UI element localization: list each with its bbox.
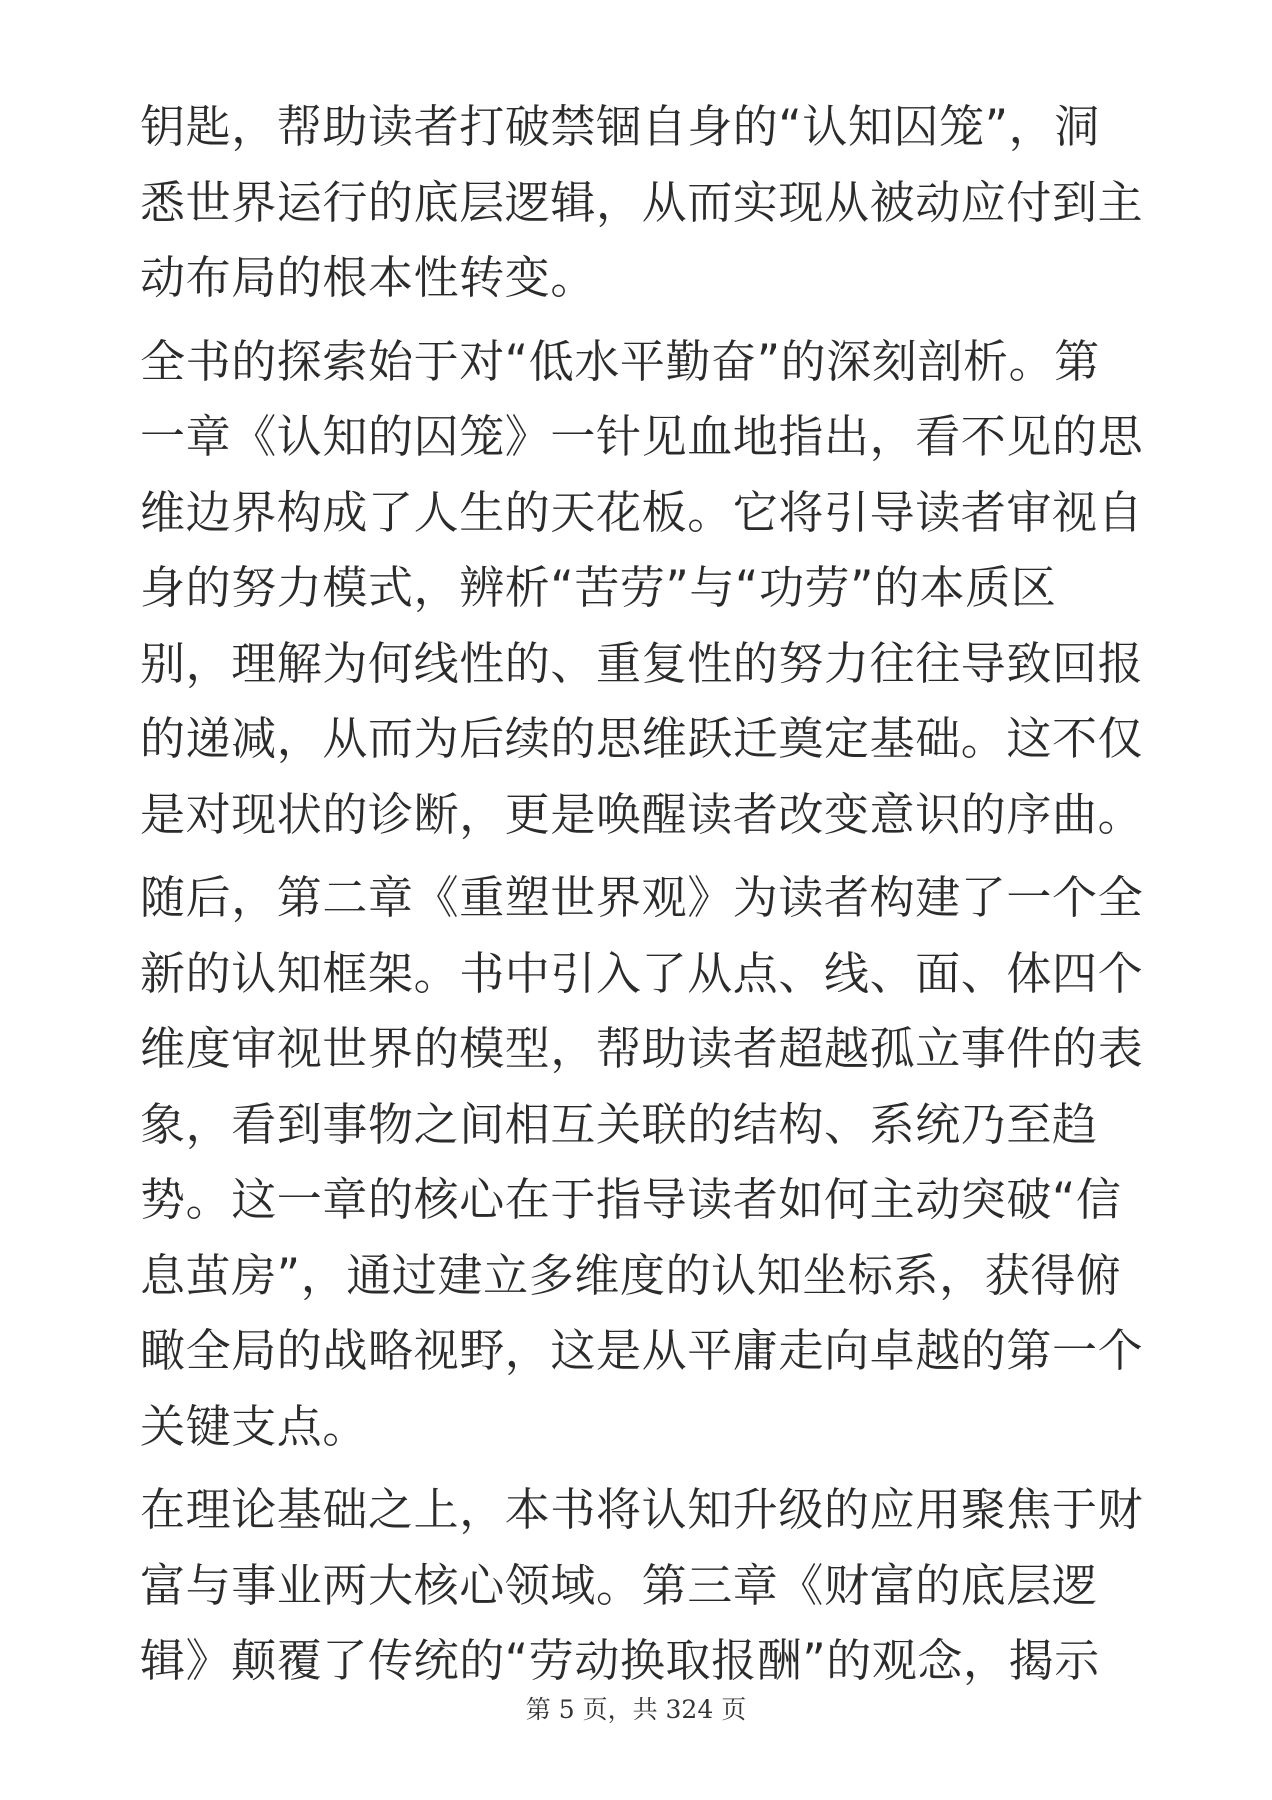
body-text (140, 89, 1144, 1707)
text-line: 维边界构成了人生的天花板。它将引导读者审视自 (140, 485, 1144, 539)
text-line: 新的认知框架。书中引入了从点、线、面、体四个 (140, 946, 1144, 1000)
text-line: 势。这一章的核心在于指导读者如何主动突破“信 (140, 1173, 1122, 1226)
text-line: 动布局的根本性转变。 (140, 251, 597, 304)
paragraph-3 (140, 860, 1144, 1464)
text-line: 全书的探索始于对“低水平勤奋”的深刻剖析。第 (140, 334, 1100, 388)
text-line: 随后，第二章《重塑世界观》为读者构建了一个全 (140, 871, 1144, 924)
text-line: 钥匙，帮助读者打破禁锢自身的“认知囚笼”，洞 (140, 100, 1100, 153)
paragraph-1 (140, 89, 1144, 316)
text-line: 瞰全局的战略视野，这是从平庸走向卓越的第一个 (140, 1324, 1144, 1377)
text-line: 是对现状的诊断，更是唤醒读者改变意识的序曲。 (140, 787, 1144, 841)
page-number: 第 5 页，共 324 页 (525, 1695, 747, 1724)
text-line: 富与事业两大核心领域。第三章《财富的底层逻 (140, 1558, 1098, 1612)
text-line: 的递减，从而为后续的思维跃迁奠定基础。这不仅 (140, 712, 1144, 765)
text-line: 关键支点。 (140, 1399, 369, 1453)
text-line: 一章《认知的囚笼》一针见血地指出，看不见的思 (140, 410, 1144, 463)
paragraph-4 (140, 1472, 1144, 1699)
text-line: 身的努力模式，辨析“苦劳”与“功劳”的本质区 (140, 561, 1057, 614)
text-line: 象，看到事物之间相互关联的结构、系统乃至趋 (140, 1097, 1098, 1151)
text-line: 在理论基础之上，本书将认知升级的应用聚焦于财 (140, 1483, 1144, 1536)
text-line: 息茧房”，通过建立多维度的认知坐标系，获得俯 (140, 1248, 1122, 1302)
text-line: 维度审视世界的模型，帮助读者超越孤立事件的表 (140, 1022, 1144, 1075)
paragraph-2 (140, 324, 1144, 853)
text-line: 悉世界运行的底层逻辑，从而实现从被动应付到主 (140, 175, 1144, 229)
text-line: 辑》颠覆了传统的“劳动换取报酬”的观念，揭示 (140, 1634, 1100, 1687)
text-line: 别，理解为何线性的、重复性的努力往往导致回报 (140, 636, 1144, 690)
